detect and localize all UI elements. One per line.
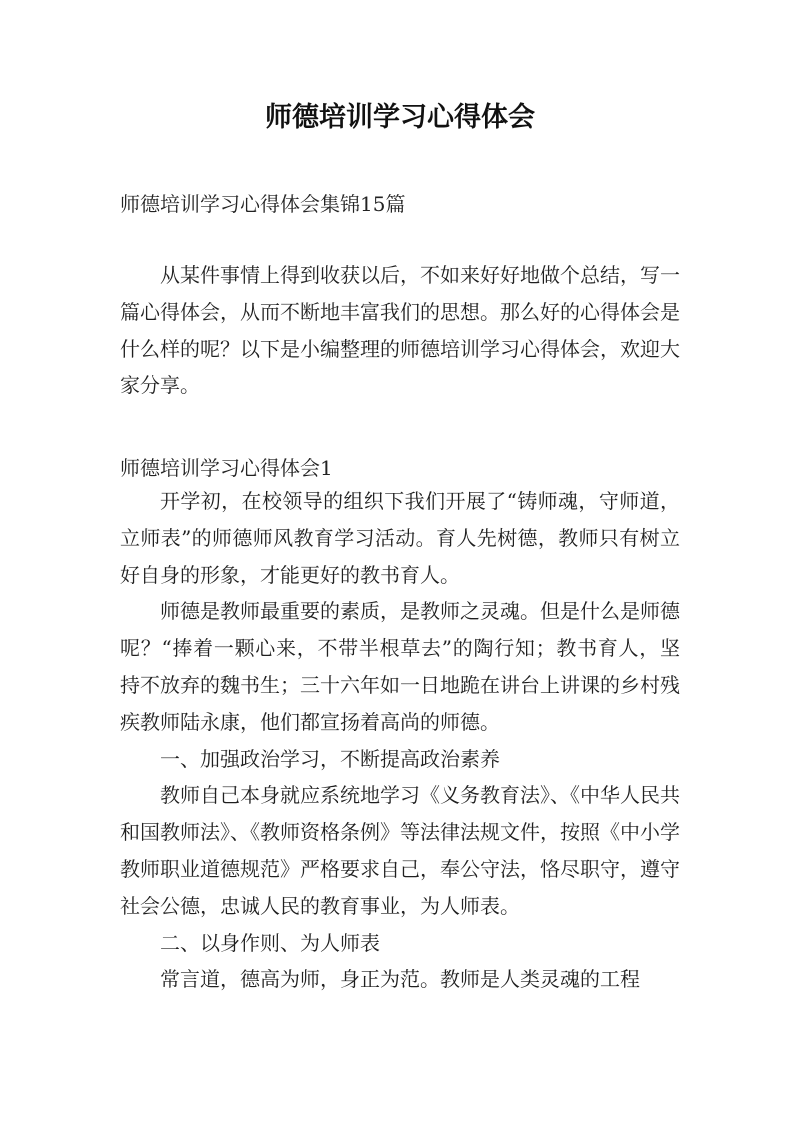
body-paragraph: 师德是教师最重要的素质，是教师之灵魂。但是什么是师德呢？“捧着一颗心来，不带半根草去”的陶行知；教书育人，坚持不放弃的魏书生；三十六年如一日地跪在讲台上讲课的乡村残疾教师陆永康，他们都宣扬着高尚的师德。 xyxy=(120,599,680,734)
document-subtitle: 师德培训学习心得体会集锦15篇 xyxy=(120,192,406,216)
body-paragraph: 教师自己本身就应系统地学习《义务教育法》、《中华人民共和国教师法》、《教师资格条例》等法律法规文件，按照《中小学教师职业道德规范》严格要求自己，奉公守法，恪尽职守，遵守社会公德，忠诚人民的教育事业，为人师表。 xyxy=(120,783,680,918)
intro-block xyxy=(120,257,680,404)
document-title: 师德培训学习心得体会 xyxy=(265,102,535,133)
subheading-paragraph: 一、加强政治学习，不断提高政治素养 xyxy=(160,746,500,771)
body-paragraph: 开学初，在校领导的组织下我们开展了“铸师魂，守师道，立师表”的师德师风教育学习活动。育人先树德，教师只有树立好自身的形象，才能更好的教书育人。 xyxy=(120,489,680,587)
body-paragraph: 常言道，德高为师，身正为范。教师是人类灵魂的工程 xyxy=(160,967,640,992)
section-heading: 师德培训学习心得体会1 xyxy=(120,456,333,480)
subheading-paragraph: 二、以身作则、为人师表 xyxy=(160,930,380,955)
intro-paragraph: 从某件事情上得到收获以后，不如来好好地做个总结，写一篇心得体会，从而不断地丰富我们的思想。那么好的心得体会是什么样的呢？以下是小编整理的师德培训学习心得体会，欢迎大家分享。 xyxy=(120,263,680,398)
section-body xyxy=(120,483,680,998)
